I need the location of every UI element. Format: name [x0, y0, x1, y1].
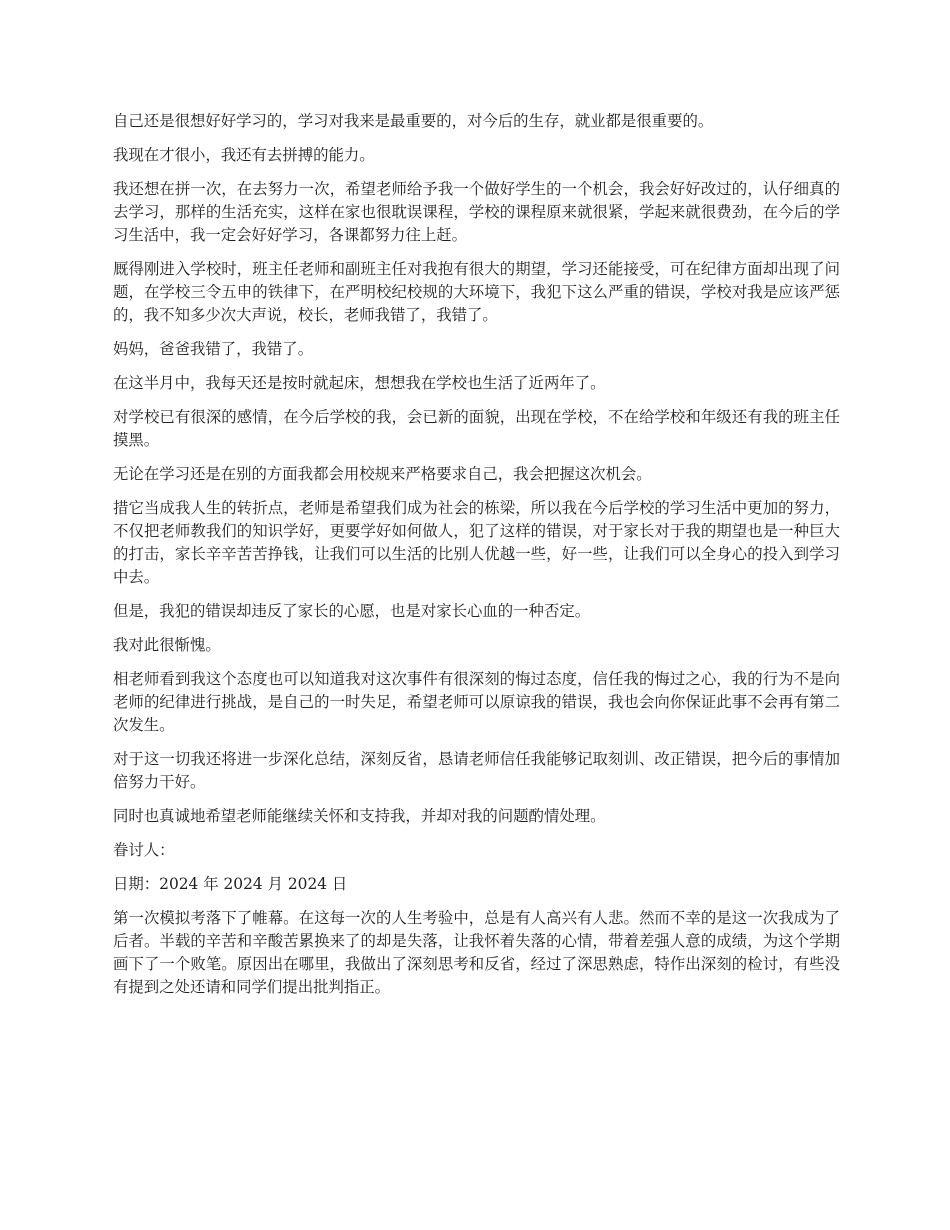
paragraph-7: 对学校已有很深的感情，在今后学校的我，会已新的面貌，出现在学校，不在给学校和年级还有我的班主任摸黑。 [113, 408, 840, 449]
paragraph-6: 在这半月中，我每天还是按时就起床，想想我在学校也生活了近两年了。 [113, 374, 606, 392]
paragraph-3: 我还想在拼一次，在去努力一次，希望老师给予我一个做好学生的一个机会，我会好好改过的，认仔细真的去学习，那样的生活充实，这样在家也很耽误课程，学校的课程原来就很紧，学起来就很费劲，在今后的学习生活中，我一定会好好学习，各课都努力往上赶。 [113, 180, 840, 244]
paragraph-4: 厩得刚进入学校时，班主任老师和副班主任对我抱有很大的期望，学习还能接受，可在纪律方面却出现了问题，在学校三令五申的铁律下，在严明校纪校规的大环境下，我犯下这么严重的错误，学校对我是应该严惩的，我不知多少次大声说，校长，老师我错了，我错了。 [113, 260, 840, 324]
date-line: 日期：2024 年 2024 月 2024 日 [113, 875, 348, 893]
paragraph-1: 自己还是很想好好学习的，学习对我来是最重要的，对今后的生存，就业都是很重要的。 [113, 112, 714, 130]
paragraph-11: 我对此很惭愧。 [113, 636, 221, 654]
paragraph-13: 对于这一切我还将进一步深化总结，深刻反省，恳请老师信任我能够记取刻训、改正错误，把今后的事情加倍努力干好。 [113, 750, 840, 791]
paragraph-12: 相老师看到我这个态度也可以知道我对这次事件有很深刻的悔过态度，信任我的悔过之心，我的行为不是向老师的纪律进行挑战，是自己的一时失足，希望老师可以原谅我的错误，我也会向你保证此事不会再有第二次发生。 [113, 670, 840, 734]
paragraph-2: 我现在才很小，我还有去拼搏的能力。 [113, 146, 375, 164]
paragraph-17: 第一次模拟考落下了帷幕。在这每一次的人生考验中，总是有人高兴有人悲。然而不幸的是这一次我成为了后者。半载的辛苦和辛酸苦累换来了的却是失落，让我怀着失落的心情，带着差强人意的成绩，为这个学期画下了一个败笔。原因出在哪里，我做出了深刻思考和反省，经过了深思熟虑，特作出深刻的检讨，有些没有提到之处还请和同学们提出批判指正。 [113, 909, 840, 996]
signature-line: 眷讨人： [113, 841, 175, 859]
document-body [113, 110, 840, 1010]
paragraph-10: 但是，我犯的错误却违反了家长的心愿，也是对家长心血的一种否定。 [113, 602, 591, 620]
paragraph-5: 妈妈，爸爸我错了，我错了。 [113, 340, 314, 358]
paragraph-8: 无论在学习还是在别的方面我都会用校规来严格要求自己，我会把握这次机会。 [113, 465, 652, 483]
paragraph-14: 同时也真诚地希望老师能继续关怀和支持我，并却对我的问题酌情处理。 [113, 807, 606, 825]
paragraph-9: 措它当成我人生的转折点，老师是希望我们成为社会的栋梁，所以我在今后学校的学习生活中更加的努力，不仅把老师教我们的知识学好，更要学好如何做人，犯了这样的错误，对于家长对于我的期望也是一种巨大的打击，家长辛辛苦苦挣钱，让我们可以生活的比别人优越一些，好一些，让我们可以全身心的投入到学习中去。 [113, 499, 840, 586]
